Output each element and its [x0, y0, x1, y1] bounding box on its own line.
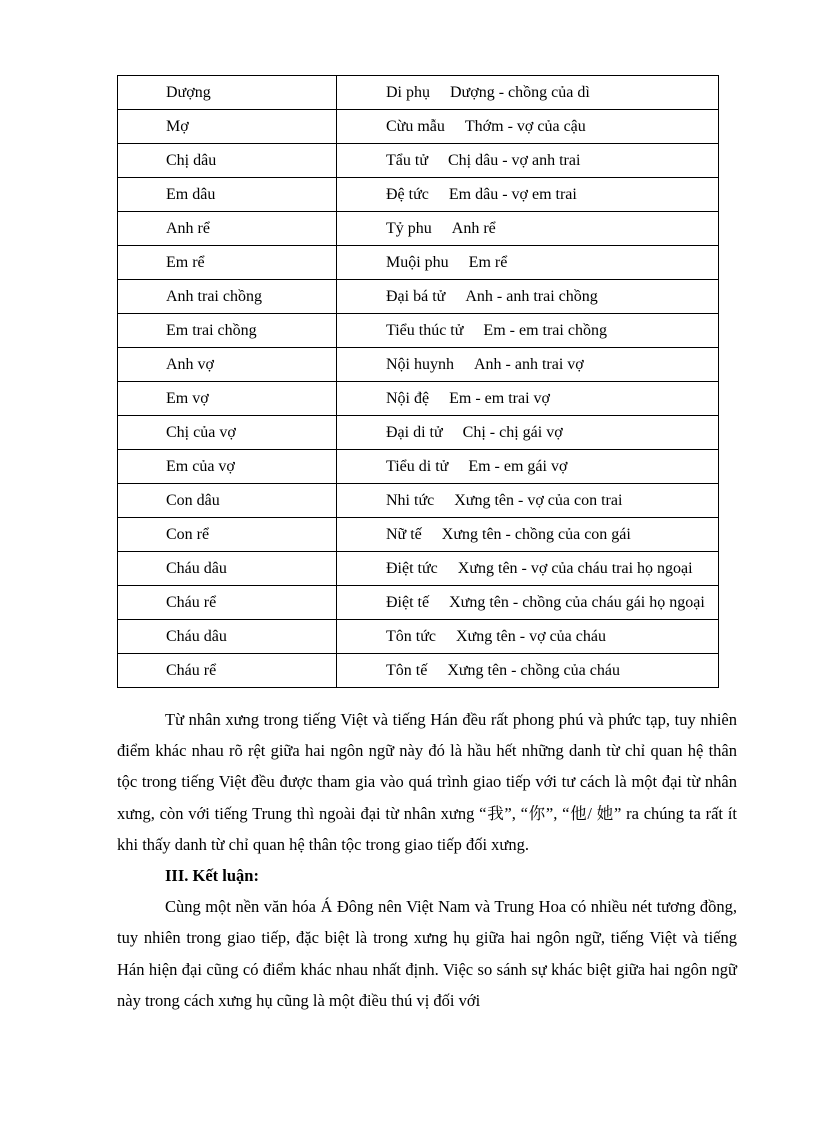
kinship-term-cell: Con rể — [118, 518, 337, 552]
kinship-term-cell: Em trai chồng — [118, 314, 337, 348]
hanviet-term: Nhi tức — [386, 491, 435, 509]
table-row — [118, 348, 719, 382]
hanviet-term: Tôn tức — [386, 627, 436, 645]
equivalent-cell — [337, 518, 719, 552]
meaning-text: Dượng - chồng của dì — [450, 83, 590, 101]
kinship-term-cell: Dượng — [118, 76, 337, 110]
equivalent-cell — [337, 382, 719, 416]
hanviet-term: Đại bá tử — [386, 287, 446, 305]
table-row — [118, 382, 719, 416]
equivalent-cell — [337, 484, 719, 518]
hanviet-term: Tiểu di tử — [386, 457, 449, 475]
hanviet-term: Di phụ — [386, 83, 430, 101]
section-heading-conclusion: III. Kết luận: — [165, 866, 259, 886]
kinship-term-cell: Em dâu — [118, 178, 337, 212]
hanviet-term: Nội đệ — [386, 389, 430, 407]
meaning-text: Xưng tên - vợ của con trai — [454, 491, 623, 509]
meaning-text: Xưng tên - chồng của cháu gái họ ngoại — [449, 593, 705, 611]
hanviet-term: Cừu mẫu — [386, 117, 445, 135]
table-row — [118, 484, 719, 518]
equivalent-cell — [337, 314, 719, 348]
meaning-text: Chị - chị gái vợ — [462, 423, 563, 441]
hanviet-term: Điệt tức — [386, 559, 438, 577]
hanviet-term: Đệ tức — [386, 185, 429, 203]
table-row — [118, 246, 719, 280]
equivalent-cell — [337, 450, 719, 484]
meaning-text: Em dâu - vợ em trai — [448, 185, 577, 203]
equivalent-cell — [337, 654, 719, 688]
hanviet-term: Tiểu thúc tử — [386, 321, 464, 339]
table-row — [118, 586, 719, 620]
hanviet-term: Muội phu — [386, 253, 449, 271]
kinship-term-cell: Cháu rể — [118, 586, 337, 620]
equivalent-cell — [337, 178, 719, 212]
hanviet-term: Tỷ phu — [386, 219, 432, 237]
table-body — [118, 76, 719, 688]
meaning-text: Chị dâu - vợ anh trai — [448, 151, 581, 169]
hanviet-term: Nữ tế — [386, 525, 422, 543]
hanviet-term: Nội huynh — [386, 355, 454, 373]
table-row — [118, 620, 719, 654]
equivalent-cell — [337, 348, 719, 382]
table-row — [118, 280, 719, 314]
meaning-text: Em rể — [468, 253, 508, 271]
table-row — [118, 314, 719, 348]
hanviet-term: Tẩu tử — [386, 151, 428, 169]
kinship-term-cell: Cháu rể — [118, 654, 337, 688]
equivalent-cell — [337, 246, 719, 280]
kinship-term-cell: Con dâu — [118, 484, 337, 518]
kinship-term-cell: Em vợ — [118, 382, 337, 416]
equivalent-cell — [337, 280, 719, 314]
kinship-term-cell: Anh vợ — [118, 348, 337, 382]
meaning-text: Xưng tên - vợ của cháu — [456, 627, 606, 645]
meaning-text: Anh - anh trai chồng — [465, 287, 598, 305]
kinship-term-cell: Em của vợ — [118, 450, 337, 484]
table-row — [118, 552, 719, 586]
table-row — [118, 144, 719, 178]
table-row — [118, 654, 719, 688]
table-row — [118, 110, 719, 144]
body-text — [117, 704, 737, 1016]
kinship-term-cell: Cháu dâu — [118, 552, 337, 586]
meaning-text: Xưng tên - vợ của cháu trai họ ngoại — [457, 559, 693, 577]
kinship-terms-table — [117, 75, 719, 688]
paragraph-comparison: Từ nhân xưng trong tiếng Việt và tiếng Hán đều rất phong phú và phức tạp, tuy nhiên điểm khác nhau rõ rệt giữa hai ngôn ngữ này đó là hầu hết những danh từ chỉ quan hệ thân tộc trong tiếng Việt đều được tham gia vào quá trình giao tiếp với tư cách là một đại từ nhân xưng, còn với tiếng Trung thì ngoài đại từ nhân xưng “我”, “你”, “他/ 她” ra chúng ta rất ít khi thấy danh từ chỉ quan hệ thân tộc trong giao tiếp đối xưng. — [117, 710, 737, 854]
meaning-text: Xưng tên - chồng của con gái — [441, 525, 631, 543]
kinship-term-cell: Em rể — [118, 246, 337, 280]
meaning-text: Anh rể — [451, 219, 496, 237]
table-row — [118, 416, 719, 450]
kinship-term-cell: Chị của vợ — [118, 416, 337, 450]
meaning-text: Em - em trai chồng — [483, 321, 607, 339]
paragraph-conclusion: Cùng một nền văn hóa Á Đông nên Việt Nam và Trung Hoa có nhiều nét tương đồng, tuy nhiên trong giao tiếp, đặc biệt là trong xưng hụ giữa hai ngôn ngữ, tiếng Việt và tiếng Hán hiện đại cũng có điểm khác nhau nhất định. Việc so sánh sự khác biệt giữa hai ngôn ngữ này trong cách xưng hụ cũng là một điều thú vị đối với — [117, 897, 737, 1010]
equivalent-cell — [337, 552, 719, 586]
meaning-text: Thớm - vợ của cậu — [464, 117, 586, 135]
table-row — [118, 518, 719, 552]
meaning-text: Xưng tên - chồng của cháu — [447, 661, 620, 679]
kinship-term-cell: Cháu dâu — [118, 620, 337, 654]
hanviet-term: Đại di tử — [386, 423, 443, 441]
equivalent-cell — [337, 620, 719, 654]
hanviet-term: Điệt tế — [386, 593, 430, 611]
meaning-text: Em - em gái vợ — [468, 457, 568, 475]
equivalent-cell — [337, 416, 719, 450]
kinship-term-cell: Anh rể — [118, 212, 337, 246]
meaning-text: Em - em trai vợ — [449, 389, 550, 407]
equivalent-cell — [337, 144, 719, 178]
kinship-term-cell: Mợ — [118, 110, 337, 144]
table-row — [118, 212, 719, 246]
kinship-term-cell: Chị dâu — [118, 144, 337, 178]
equivalent-cell — [337, 110, 719, 144]
equivalent-cell — [337, 586, 719, 620]
table-row — [118, 178, 719, 212]
equivalent-cell — [337, 76, 719, 110]
kinship-term-cell: Anh trai chồng — [118, 280, 337, 314]
hanviet-term: Tôn tế — [386, 661, 428, 679]
table-row — [118, 450, 719, 484]
meaning-text: Anh - anh trai vợ — [474, 355, 584, 373]
equivalent-cell — [337, 212, 719, 246]
table-row — [118, 76, 719, 110]
